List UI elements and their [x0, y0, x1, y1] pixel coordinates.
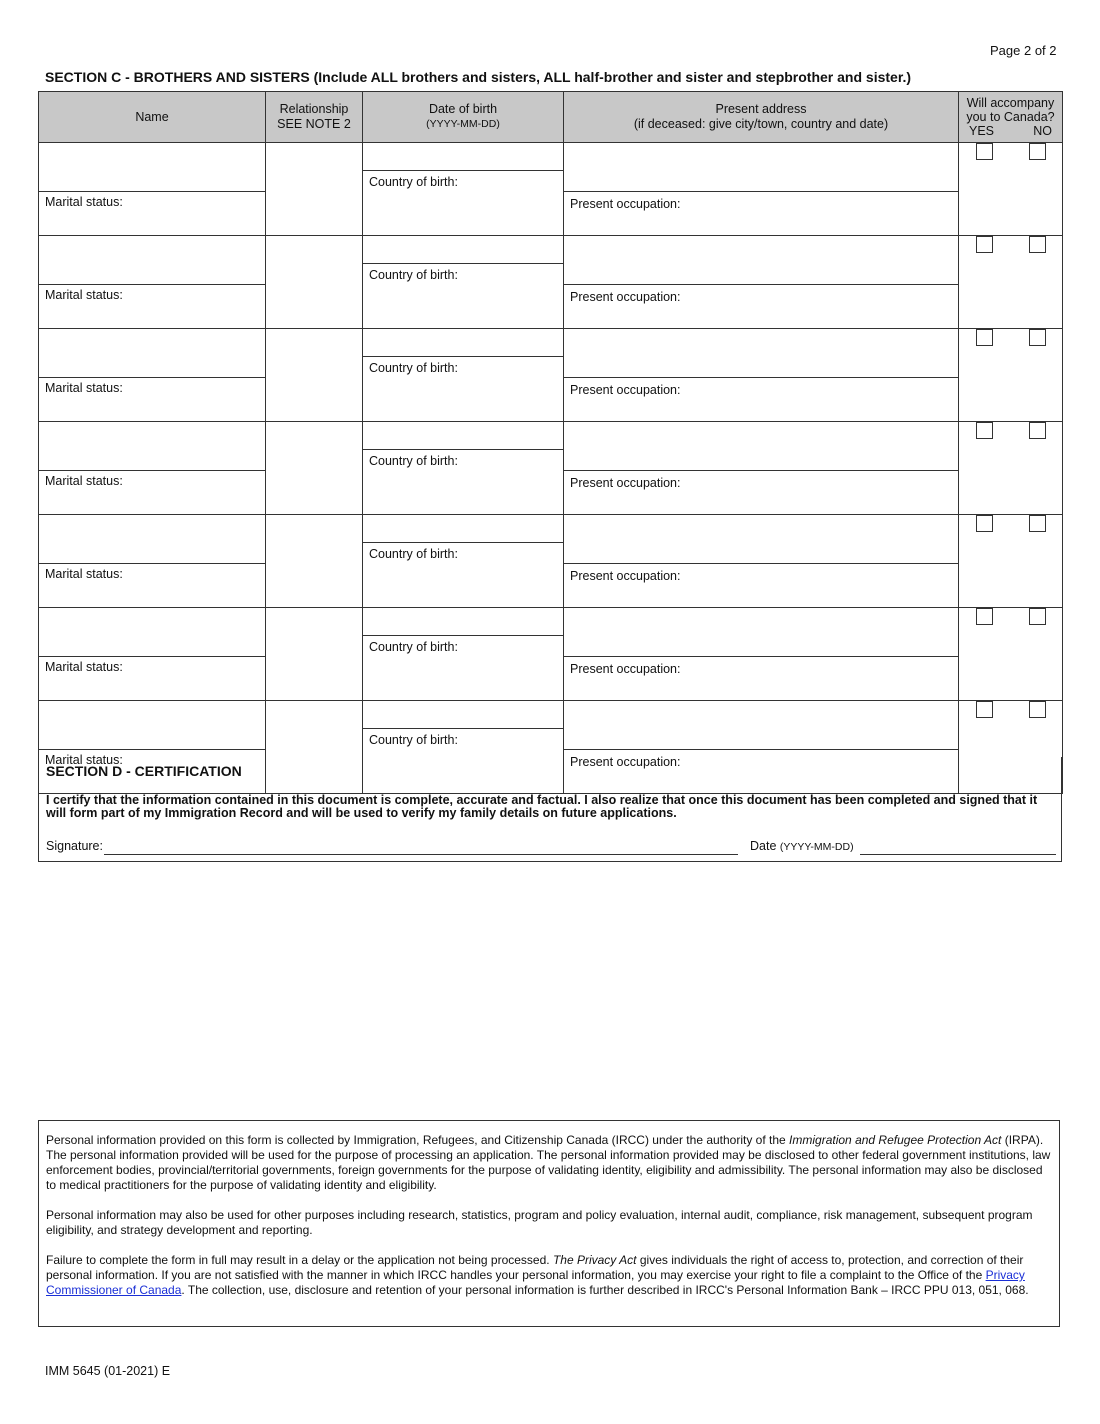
sibling-occupation-field[interactable]: [564, 564, 959, 608]
accompany-yes-checkbox[interactable]: [976, 515, 993, 532]
sibling-name-field[interactable]: [39, 236, 266, 285]
present-occupation-label: Present occupation:: [570, 662, 681, 676]
accompany-yes-checkbox[interactable]: [976, 143, 993, 160]
accompany-cell: [959, 329, 1063, 422]
date-field[interactable]: [860, 854, 1056, 855]
sibling-address-field[interactable]: [564, 236, 959, 285]
sibling-relationship-field[interactable]: [266, 608, 363, 701]
dob-cell: [363, 608, 564, 701]
sibling-address-field[interactable]: [564, 608, 959, 657]
accompany-cell: [959, 143, 1063, 236]
sibling-country-of-birth-field[interactable]: [363, 264, 563, 282]
sibling-name-field[interactable]: [39, 422, 266, 471]
present-occupation-label: Present occupation:: [570, 197, 681, 211]
section-d-title: SECTION D - CERTIFICATION: [46, 763, 242, 779]
marital-status-label: Marital status:: [45, 474, 123, 488]
sibling-occupation-field[interactable]: [564, 378, 959, 422]
sibling-row: [39, 236, 1063, 285]
accompany-yes-checkbox[interactable]: [976, 422, 993, 439]
country-of-birth-label: Country of birth:: [369, 268, 458, 282]
section-c-title: SECTION C - BROTHERS AND SISTERS (Include ALL brothers and sisters, ALL half-brother and sister and stepbrother and sister.): [45, 69, 912, 85]
privacy-paragraph-3: Failure to complete the form in full may result in a delay or the application not being processed. The Privacy Act gives individuals the right of access to, protection, and correction of their personal information. If you are not satisfied with the manner in which IRCC handles your personal information, you may exercise your right to file a complaint to the Office of the Privacy Commissioner of Canada. The collection, use, disclosure and retention of your personal information is further described in IRCC's Personal Information Bank – IRCC PPU 013, 051, 068.: [46, 1253, 1029, 1297]
header-address: Present address (if deceased: give city/town, country and date): [564, 92, 959, 143]
sibling-relationship-field[interactable]: [266, 515, 363, 608]
accompany-no-checkbox[interactable]: [1029, 143, 1046, 160]
form-id: IMM 5645 (01-2021) E: [45, 1364, 171, 1378]
privacy-notice: [38, 1120, 1060, 1327]
sibling-name-field[interactable]: [39, 608, 266, 657]
sibling-name-field[interactable]: [39, 515, 266, 564]
accompany-no-checkbox[interactable]: [1029, 515, 1046, 532]
sibling-country-of-birth-field[interactable]: [363, 543, 563, 561]
section-d-certification: [38, 757, 1062, 862]
sibling-country-of-birth-field[interactable]: [363, 357, 563, 375]
sibling-address-field[interactable]: [564, 422, 959, 471]
sibling-address-field[interactable]: [564, 701, 959, 750]
accompany-no-checkbox[interactable]: [1029, 608, 1046, 625]
sibling-country-of-birth-field[interactable]: [363, 171, 563, 189]
sibling-row: [39, 515, 1063, 564]
accompany-no-checkbox[interactable]: [1029, 329, 1046, 346]
accompany-no-checkbox[interactable]: [1029, 236, 1046, 253]
country-of-birth-label: Country of birth:: [369, 640, 458, 654]
country-of-birth-label: Country of birth:: [369, 175, 458, 189]
sibling-occupation-field[interactable]: [564, 471, 959, 515]
sibling-relationship-field[interactable]: [266, 143, 363, 236]
sibling-marital-status-field[interactable]: [39, 657, 266, 701]
signature-field[interactable]: [104, 854, 738, 855]
sibling-address-field[interactable]: [564, 515, 959, 564]
dob-cell: [363, 329, 564, 422]
siblings-table: [38, 91, 1063, 794]
sibling-name-field[interactable]: [39, 329, 266, 378]
sibling-row: [39, 143, 1063, 192]
header-name: Name: [39, 92, 266, 143]
accompany-no-checkbox[interactable]: [1029, 422, 1046, 439]
header-dob: Date of birth (YYYY-MM-DD): [363, 92, 564, 143]
sibling-relationship-field[interactable]: [266, 236, 363, 329]
sibling-row: [39, 422, 1063, 471]
accompany-yes-checkbox[interactable]: [976, 236, 993, 253]
header-accompany: Will accompany you to Canada? YES NO: [959, 92, 1063, 143]
header-relationship: Relationship SEE NOTE 2: [266, 92, 363, 143]
dob-cell: [363, 422, 564, 515]
page-number: Page 2 of 2: [990, 43, 1057, 58]
present-occupation-label: Present occupation:: [570, 383, 681, 397]
sibling-row: [39, 329, 1063, 378]
marital-status-label: Marital status:: [45, 288, 123, 302]
marital-status-label: Marital status:: [45, 195, 123, 209]
accompany-yes-checkbox[interactable]: [976, 608, 993, 625]
dob-cell: [363, 236, 564, 329]
sibling-country-of-birth-field[interactable]: [363, 729, 563, 747]
sibling-dob-field[interactable]: [363, 236, 563, 264]
accompany-cell: [959, 422, 1063, 515]
sibling-occupation-field[interactable]: [564, 657, 959, 701]
marital-status-label: Marital status:: [45, 567, 123, 581]
marital-status-label: Marital status:: [45, 660, 123, 674]
sibling-dob-field[interactable]: [363, 701, 563, 729]
sibling-country-of-birth-field[interactable]: [363, 636, 563, 654]
present-occupation-label: Present occupation:: [570, 290, 681, 304]
certification-statement: I certify that the information contained in this document is complete, accurate and factual. I also realize that once this document has been completed and signed that it will form part of my Immigration Record and will be used to verify my family details on future applications.: [46, 793, 1038, 820]
sibling-relationship-field[interactable]: [266, 329, 363, 422]
present-occupation-label: Present occupation:: [570, 476, 681, 490]
accompany-cell: [959, 515, 1063, 608]
sibling-country-of-birth-field[interactable]: [363, 450, 563, 468]
sibling-marital-status-field[interactable]: [39, 471, 266, 515]
sibling-address-field[interactable]: [564, 143, 959, 192]
sibling-dob-field[interactable]: [363, 515, 563, 543]
sibling-address-field[interactable]: [564, 329, 959, 378]
accompany-no-checkbox[interactable]: [1029, 701, 1046, 718]
marital-status-label: Marital status:: [45, 381, 123, 395]
sibling-dob-field[interactable]: [363, 608, 563, 636]
table-header-row: [39, 92, 1063, 143]
sibling-occupation-field[interactable]: [564, 192, 959, 236]
sibling-marital-status-field[interactable]: [39, 564, 266, 608]
dob-cell: [363, 143, 564, 236]
country-of-birth-label: Country of birth:: [369, 733, 458, 747]
sibling-marital-status-field[interactable]: [39, 285, 266, 329]
sibling-relationship-field[interactable]: [266, 422, 363, 515]
accompany-cell: [959, 608, 1063, 701]
accompany-yes-checkbox[interactable]: [976, 701, 993, 718]
sibling-name-field[interactable]: [39, 701, 266, 750]
country-of-birth-label: Country of birth:: [369, 361, 458, 375]
present-occupation-label: Present occupation:: [570, 755, 681, 769]
sibling-row: [39, 701, 1063, 750]
present-occupation-label: Present occupation:: [570, 569, 681, 583]
sibling-marital-status-field[interactable]: [39, 192, 266, 236]
accompany-yes-checkbox[interactable]: [976, 329, 993, 346]
accompany-cell: [959, 236, 1063, 329]
marital-status-label: Marital status:: [45, 753, 123, 767]
sibling-row: [39, 608, 1063, 657]
sibling-dob-field[interactable]: [363, 143, 563, 171]
sibling-dob-field[interactable]: [363, 422, 563, 450]
sibling-occupation-field[interactable]: [564, 285, 959, 329]
sibling-name-field[interactable]: [39, 143, 266, 192]
country-of-birth-label: Country of birth:: [369, 547, 458, 561]
country-of-birth-label: Country of birth:: [369, 454, 458, 468]
date-label: Date (YYYY-MM-DD): [750, 839, 854, 853]
sibling-marital-status-field[interactable]: [39, 378, 266, 422]
sibling-dob-field[interactable]: [363, 329, 563, 357]
dob-cell: [363, 515, 564, 608]
signature-label: Signature:: [46, 839, 103, 853]
privacy-paragraph-2: Personal information may also be used for other purposes including research, statistics, program and policy evaluation, internal audit, compliance, risk management, subsequent program eligibility, and strategy development and reporting.: [46, 1208, 1033, 1237]
privacy-commissioner-link[interactable]: Privacy Commissioner of Canada: [46, 1268, 1025, 1297]
privacy-paragraph-1: Personal information provided on this form is collected by Immigration, Refugees, and Citizenship Canada (IRCC) under the authority of the Immigration and Refugee Protection Act (IRPA). The personal information provided will be used for the purpose of processing an application. The personal information provided may be disclosed to other federal government institutions, law enforcement bodies, provincial/territorial governments, foreign governments for the purpose of validating identity, eligibility and admissibility. The personal information may also be disclosed to medical practitioners for the purpose of validating identity and eligibility.: [46, 1133, 1051, 1192]
